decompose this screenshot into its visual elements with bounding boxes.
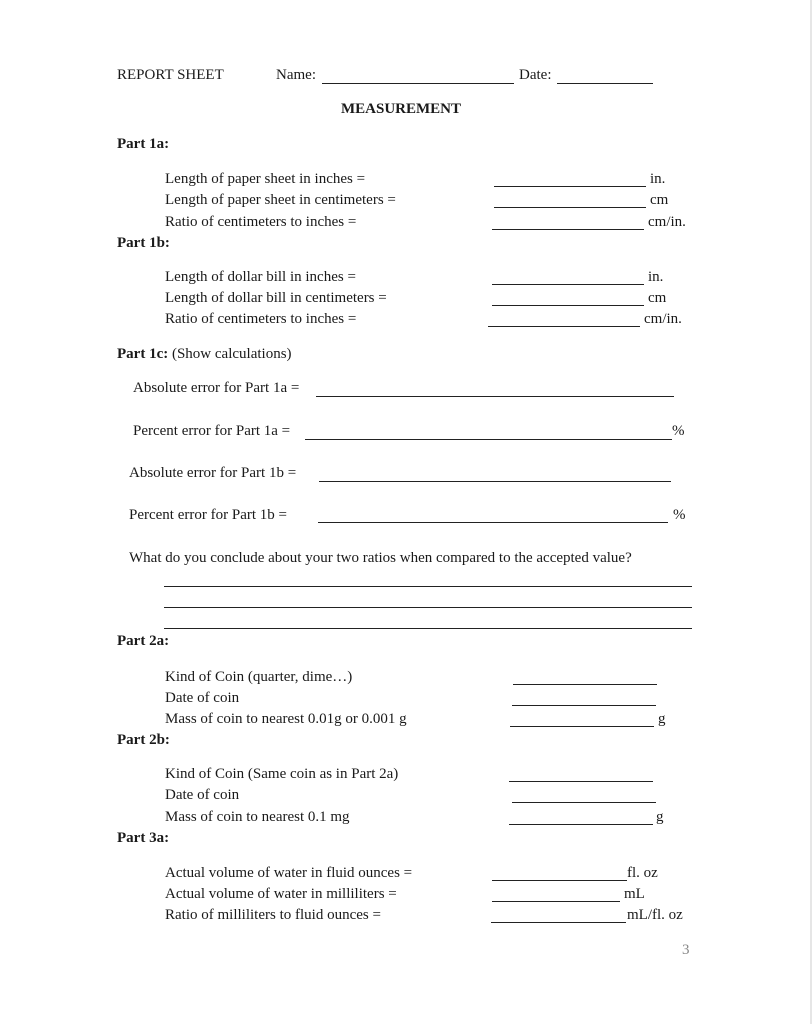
conclusion-answer-line[interactable] [164, 607, 692, 608]
part-2a-row-blank[interactable] [512, 705, 656, 706]
part-1b-heading: Part 1b: [117, 235, 170, 251]
date-blank[interactable] [557, 83, 653, 84]
part-3a-row-label: Ratio of milliliters to fluid ounces = [165, 907, 381, 923]
part-1c-heading-line [117, 345, 292, 363]
part-1b-row-blank[interactable] [488, 326, 640, 327]
part-3a-row-blank[interactable] [492, 880, 627, 881]
part-1b-row-blank[interactable] [492, 305, 644, 306]
part-2a-row-label: Mass of coin to nearest 0.01g or 0.001 g [165, 711, 407, 727]
part-1b-row-unit: cm/in. [644, 311, 682, 327]
pct-error-1a-blank[interactable] [305, 439, 672, 440]
part-1a-row-unit: cm/in. [648, 214, 686, 230]
part-1a-row-blank[interactable] [494, 186, 646, 187]
conclusion-answer-line[interactable] [164, 586, 692, 587]
part-1b-row-label: Ratio of centimeters to inches = [165, 311, 357, 327]
abs-error-1b-label: Absolute error for Part 1b = [129, 465, 297, 481]
part-2b-row-unit: g [656, 809, 664, 825]
part-1a-row-blank[interactable] [494, 207, 646, 208]
part-1a-row-label: Length of paper sheet in centimeters = [165, 192, 396, 208]
part-1a-heading: Part 1a: [117, 136, 170, 152]
part-1a-row-label: Length of paper sheet in inches = [165, 171, 366, 187]
abs-error-1a-blank[interactable] [316, 396, 674, 397]
part-3a-row-unit: mL/fl. oz [627, 907, 683, 923]
conclusion-answer-line[interactable] [164, 628, 692, 629]
part-3a-heading: Part 3a: [117, 830, 170, 846]
pct-error-1b-label: Percent error for Part 1b = [129, 507, 287, 523]
part-1b-row-label: Length of dollar bill in centimeters = [165, 290, 387, 306]
part-1a-row-unit: cm [650, 192, 669, 208]
part-1c-heading: Part 1c: [117, 346, 169, 362]
part-1b-row-blank[interactable] [492, 284, 644, 285]
part-2a-row-label: Kind of Coin (quarter, dime…) [165, 669, 353, 685]
part-1a-row-unit: in. [650, 171, 666, 187]
report-sheet-label: REPORT SHEET [117, 67, 224, 83]
part-1b-row-unit: cm [648, 290, 667, 306]
part-2b-heading: Part 2b: [117, 732, 170, 748]
name-blank[interactable] [322, 83, 514, 84]
pct-error-1a-unit: % [672, 423, 685, 439]
part-3a-row-blank[interactable] [491, 922, 626, 923]
pct-error-1a-label: Percent error for Part 1a = [133, 423, 291, 439]
part-2a-row-label: Date of coin [165, 690, 240, 706]
abs-error-1a-label: Absolute error for Part 1a = [133, 380, 300, 396]
part-2b-row-label: Date of coin [165, 787, 240, 803]
part-1b-row-label: Length of dollar bill in inches = [165, 269, 356, 285]
part-2a-row-blank[interactable] [513, 684, 657, 685]
part-1c-note: (Show calculations) [171, 346, 292, 362]
part-3a-row-unit: fl. oz [627, 865, 658, 881]
part-3a-row-unit: mL [624, 886, 645, 902]
part-3a-row-label: Actual volume of water in milliliters = [165, 886, 397, 902]
part-2b-row-label: Kind of Coin (Same coin as in Part 2a) [165, 766, 399, 782]
pct-error-1b-unit: % [673, 507, 686, 523]
abs-error-1b-blank[interactable] [319, 481, 671, 482]
part-1a-row-blank[interactable] [492, 229, 644, 230]
page-number: 3 [682, 942, 690, 958]
part-2a-row-unit: g [658, 711, 666, 727]
part-2a-heading: Part 2a: [117, 633, 170, 649]
conclusion-question: What do you conclude about your two ratios when compared to the accepted value? [129, 550, 632, 566]
part-1b-row-unit: in. [648, 269, 664, 285]
part-2b-row-blank[interactable] [512, 802, 656, 803]
part-3a-row-label: Actual volume of water in fluid ounces = [165, 865, 413, 881]
date-label: Date: [519, 67, 552, 83]
part-2a-row-blank[interactable] [510, 726, 654, 727]
part-1a-row-label: Ratio of centimeters to inches = [165, 214, 357, 230]
part-2b-row-label: Mass of coin to nearest 0.1 mg [165, 809, 350, 825]
part-2b-row-blank[interactable] [509, 824, 653, 825]
name-label: Name: [276, 67, 316, 83]
part-3a-row-blank[interactable] [492, 901, 620, 902]
pct-error-1b-blank[interactable] [318, 522, 668, 523]
part-2b-row-blank[interactable] [509, 781, 653, 782]
page-title: MEASUREMENT [341, 101, 462, 117]
